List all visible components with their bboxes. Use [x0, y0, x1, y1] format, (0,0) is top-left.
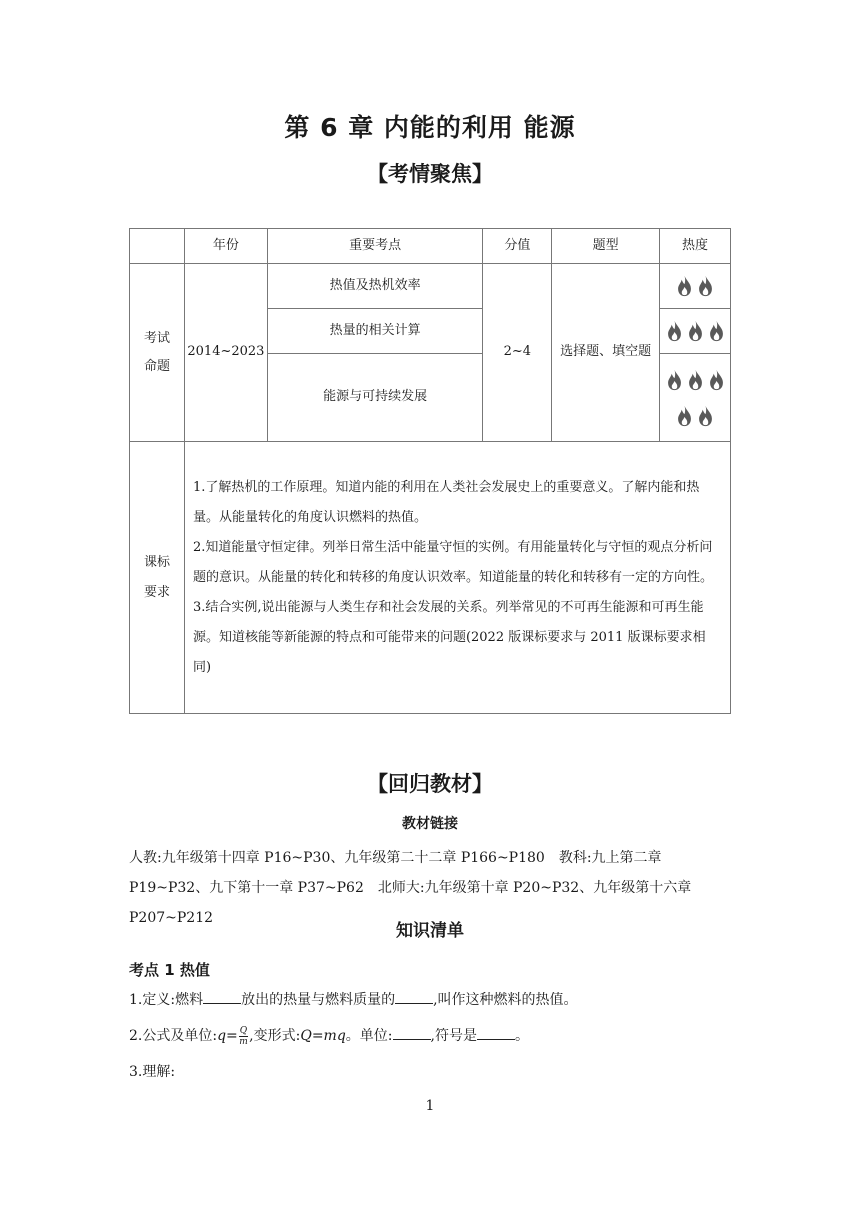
heat-cell — [660, 309, 731, 354]
score-cell: 2~4 — [483, 264, 552, 442]
row-label-exam-text: 考试命题 — [143, 330, 170, 374]
header-question-type: 题型 — [552, 229, 660, 264]
formula-text: 2.公式及单位: — [129, 1028, 218, 1044]
formula-text: ,变形式: — [249, 1028, 301, 1044]
heat-flames — [660, 320, 730, 342]
knowledge-heading: 知识清单 — [396, 921, 464, 941]
definition-line — [129, 985, 739, 1015]
row-label-exam — [130, 264, 185, 442]
header-topic: 重要考点 — [267, 229, 482, 264]
topic-cell: 热量的相关计算 — [267, 309, 482, 354]
definition-text: 1.定义:燃料 — [129, 992, 204, 1008]
requirement-item: 3.结合实例,说出能源与人类生存和社会发展的关系。列举常见的不可再生能源和可再生能源。知道核能等新能源的特点和可能带来的问题(2022 版课标要求与 2011 版课标要求相同) — [192, 599, 706, 675]
year-cell: 2014~2023 — [184, 264, 267, 442]
flame-icon — [707, 369, 726, 391]
flame-icon — [675, 405, 694, 427]
formula-text: ,符号是 — [430, 1028, 477, 1044]
textbook-links: 人教:九年级第十四章 P16~P30、九年级第二十二章 P166~P180 教科:九上第二章 P19~P32、九下第十一章 P37~P62 北师大:九年级第十章 P20~P32、九年级第十六章 P207~P212 — [129, 850, 692, 926]
row-label-requirements — [130, 442, 185, 714]
flame-icon — [686, 369, 705, 391]
understand-line: 3.理解: — [129, 1064, 176, 1080]
definition-text: 放出的热量与燃料质量的 — [241, 992, 396, 1008]
header-empty — [130, 229, 185, 264]
point1-heading: 考点 1 热值 — [129, 961, 210, 979]
row-label-requirements-text: 课标要求 — [143, 554, 170, 600]
blank — [203, 989, 241, 1004]
page-number: 1 — [425, 1098, 435, 1114]
flame-icon — [665, 369, 684, 391]
table-row — [130, 442, 731, 714]
topic-cell: 能源与可持续发展 — [267, 354, 482, 442]
blank — [477, 1025, 515, 1040]
fraction-numerator: Q — [239, 1025, 248, 1036]
topic-cell: 热值及热机效率 — [267, 264, 482, 309]
exam-focus-heading: 【考情聚焦】 — [367, 162, 493, 186]
requirement-item: 1.了解热机的工作原理。知道内能的利用在人类社会发展史上的重要意义。了解内能和热量。从能量转化的角度认识燃料的热值。 — [192, 479, 700, 525]
formula-var: q — [217, 1028, 227, 1044]
flame-icon — [696, 275, 715, 297]
header-score: 分值 — [483, 229, 552, 264]
table-header-row — [130, 229, 731, 264]
formula-var: =mq — [311, 1028, 346, 1044]
flame-icon — [707, 320, 726, 342]
definition-text: ,叫作这种燃料的热值。 — [433, 992, 578, 1008]
textbook-heading: 【回归教材】 — [367, 772, 493, 796]
formula-text: 。 — [514, 1028, 529, 1044]
blank — [395, 989, 433, 1004]
heat-cell — [660, 354, 731, 442]
formula-text: = — [226, 1028, 238, 1044]
fraction — [239, 1026, 248, 1047]
fraction-denominator: m — [239, 1036, 248, 1047]
heat-cell — [660, 264, 731, 309]
flame-icon — [675, 275, 694, 297]
flame-icon — [686, 320, 705, 342]
question-type-cell: 选择题、填空题 — [552, 264, 660, 442]
formula-var: Q — [300, 1028, 312, 1044]
formula-line — [129, 1021, 739, 1051]
chapter-title: 第 6 章 内能的利用 能源 — [284, 113, 576, 142]
table-row — [130, 264, 731, 309]
header-year: 年份 — [184, 229, 267, 264]
blank — [393, 1025, 431, 1040]
flame-icon — [696, 405, 715, 427]
exam-focus-table — [129, 228, 731, 714]
heat-flames — [660, 275, 730, 297]
formula-text: 。单位: — [345, 1028, 393, 1044]
point1-block — [129, 955, 739, 1087]
heat-flames — [660, 369, 730, 427]
flame-icon — [665, 320, 684, 342]
requirement-item: 2.知道能量守恒定律。列举日常生活中能量守恒的实例。有用能量转化与守恒的观点分析问题的意识。从能量的转化和转移的角度认识效率。知道能量的转化和转移有一定的方向性。 — [192, 539, 713, 585]
textbook-link-heading: 教材链接 — [402, 816, 458, 832]
header-heat: 热度 — [660, 229, 731, 264]
requirements-cell — [184, 442, 730, 714]
